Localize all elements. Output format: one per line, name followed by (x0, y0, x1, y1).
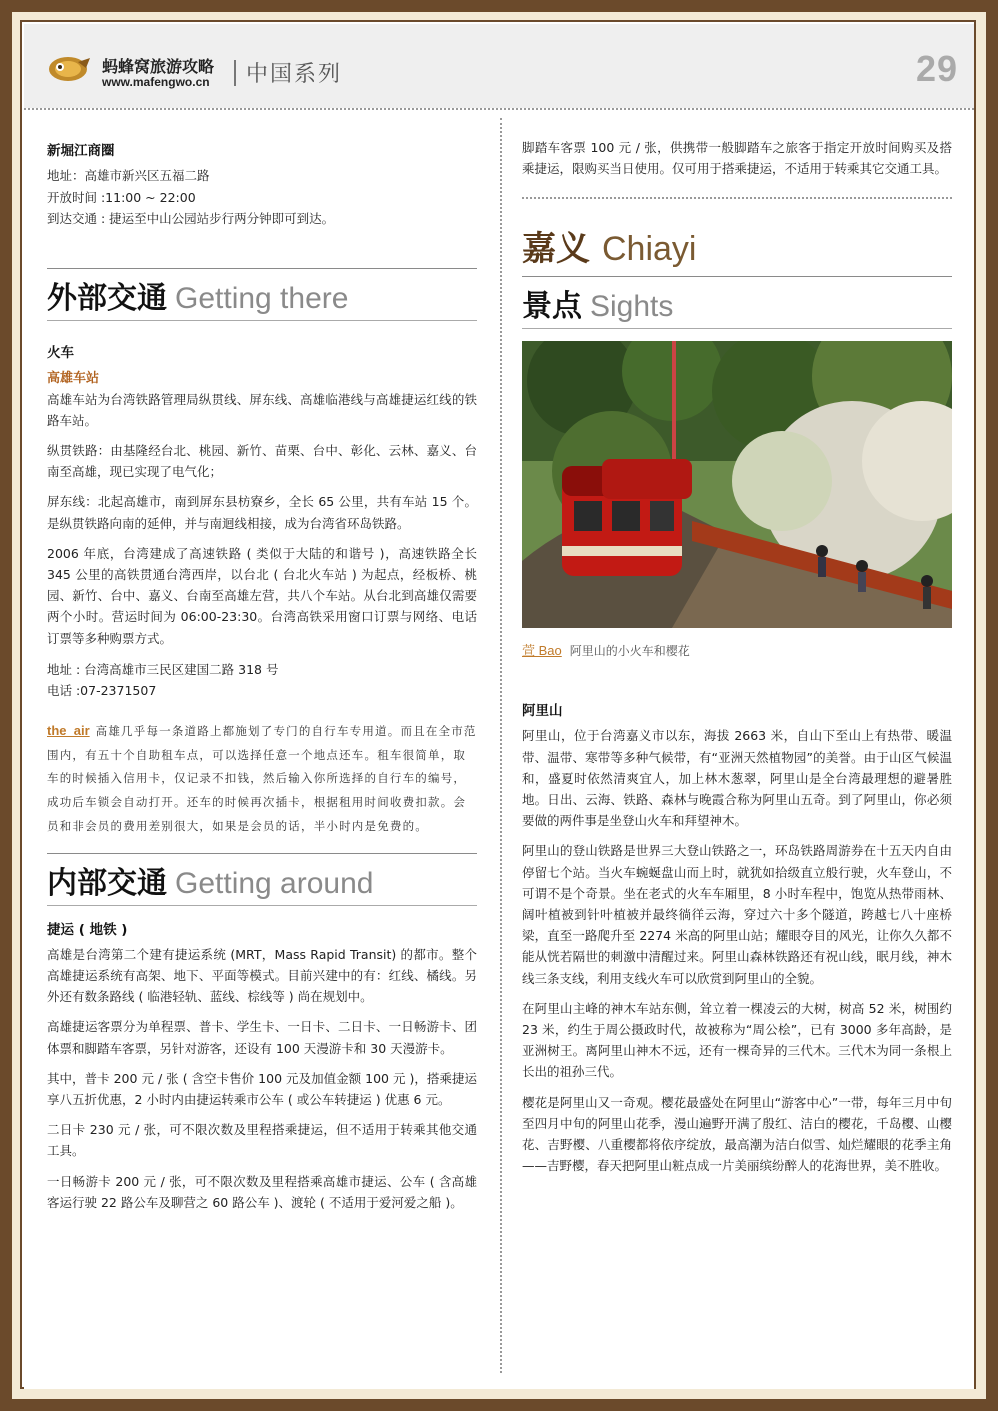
station-address: 地址 : 台湾高雄市三民区建国二路 318 号 (47, 661, 279, 677)
mafengwo-logo-icon (48, 54, 92, 82)
getting-around-title-cn: 内部交通 (47, 865, 167, 901)
getting-around-heading (47, 858, 477, 902)
magazine-page (24, 24, 974, 1389)
section-rule (47, 853, 477, 854)
shop-hours: 开放时间 :11:00 ~ 22:00 (47, 189, 196, 205)
paragraph: 樱花是阿里山又一奇观。樱花最盛处在阿里山“游客中心”一带，每年三月中旬至四月中旬的阿里山花季，漫山遍野开满了殷红、洁白的樱花，千岛樱、山樱花、吉野樱、八重樱都将依序绽放，最高潮为洁白似雪、灿烂耀眼的花季主角——吉野樱，春天把阿里山粧点成一片美丽缤纷醉人的花海世界，美不胜收。 (522, 1094, 952, 1174)
paragraph: 一日畅游卡 200 元 / 张，可不限次数及里程搭乘高雄市捷运、公车 ( 含高雄客运行驶 22 路公车及聊营之 60 路公车 )、渡轮 ( 不适用于爱河爱之船 )。 (47, 1173, 477, 1210)
brand-url: www.mafengwo.cn (102, 75, 210, 89)
header-separator (234, 60, 236, 86)
alishan-train-photo (522, 341, 952, 628)
brand-name: 蚂蜂窝旅游攻略 (102, 57, 215, 76)
paragraph: 屏东线：北起高雄市，南到屏东县枋寮乡，全长 65 公里，共有车站 15 个。是纵贯铁路向南的延伸，并与南迴线相接，成为台湾省环岛铁路。 (47, 494, 477, 531)
series-title: 中国系列 (246, 62, 343, 87)
page-number: 29 (915, 48, 958, 89)
mrt-subhead: 捷运 ( 地铁 ) (47, 921, 128, 938)
shop-transport: 到达交通 : 捷运至中山公园站步行两分钟即可到达。 (47, 211, 335, 226)
city-heading (522, 221, 952, 270)
shop-address: 地址：高雄市新兴区五福二路 (47, 168, 210, 183)
paragraph: 高雄车站为台湾铁路管理局纵贯线、屏东线、高雄临港线与高雄捷运红线的铁路车站。 (47, 391, 477, 428)
page-header (24, 24, 974, 108)
paragraph: 二日卡 230 元 / 张，可不限次数及里程搭乘捷运，但不适用于转乘其他交通工具。 (47, 1122, 477, 1159)
sights-title-en: Sights (590, 290, 674, 324)
paragraph: 阿里山，位于台湾嘉义市以东，海拔 2663 米，自山下至山上有热带、暖温带、温带、寒带等多种气候带，有“亚洲天然植物园”的美誉。由于山区气候温和，盛夏时依然清爽宜人，加上林木葱翠，阿里山是全台湾最理想的避暑胜地。日出、云海、铁路、森林与晚霞合称为阿里山五奇。到了阿里山，你必须要做的两件事是坐登山火车和拜望神木。 (522, 728, 952, 829)
alishan-title: 阿里山 (522, 703, 563, 720)
section-divider (522, 197, 952, 199)
getting-there-title-en: Getting there (175, 281, 349, 315)
getting-there-heading (47, 273, 477, 317)
paragraph: 纵贯铁路：由基隆经台北、桃园、新竹、苗栗、台中、彰化、云林、嘉义、台南至高雄，现已实现了电气化； (47, 442, 477, 480)
paragraph: 高雄是台湾第二个建有捷运系统 (MRT，Mass Rapid Transit) 的都市。整个高雄捷运系统有高架、地下、平面等模式。目前兴建中的有：红线、橘线。另外还有数条路线 ( 临港轻轨、蓝线、棕线等 ) 尚在规划中。 (47, 946, 477, 1005)
column-divider (500, 118, 502, 1373)
city-title-cn: 嘉义 (522, 229, 590, 270)
note-author-link[interactable]: the_air (47, 722, 90, 738)
paragraph: 2006 年底，台湾建成了高速铁路 ( 类似于大陆的和谐号 )，高速铁路全长 345 公里的高铁贯通台湾西岸，以台北 ( 台北火车站 ) 为起点，经板桥、桃园、新竹、台中、嘉义、台南至高雄左营，共八个车站。从台北到高雄仅需要两个小时。营运时间为 06:00-23:30。台湾高铁采用窗口订票与网络、电话订票等多种购票方式。 (47, 545, 477, 646)
right-column (522, 137, 952, 1185)
section-rule (522, 328, 952, 329)
train-subhead: 火车 (47, 344, 74, 361)
getting-around-title-en: Getting around (175, 866, 374, 900)
section-rule (522, 276, 952, 277)
left-column (47, 139, 477, 1222)
paragraph: 其中，普卡 200 元 / 张 ( 含空卡售价 100 元及加值金额 100 元 )，搭乘捷运享八五折优惠，2 小时内由捷运转乘市公车 ( 或公车转捷运 ) 优惠 6 元。 (47, 1070, 477, 1107)
caption-author-link[interactable]: 萱 Bao (522, 643, 562, 659)
paragraph: 高雄捷运客票分为单程票、普卡、学生卡、一日卡、二日卡、一日畅游卡、团体票和脚踏车客票，另针对游客，还设有 100 天漫游卡和 30 天漫游卡。 (47, 1019, 477, 1056)
section-rule (47, 268, 477, 269)
traveler-note (47, 720, 477, 839)
getting-there-title-cn: 外部交通 (47, 280, 167, 316)
header-divider (24, 108, 974, 110)
paragraph: 阿里山的登山铁路是世界三大登山铁路之一，环岛铁路周游券在十五天内自由停留七个站。当火车蜿蜒盘山而上时，就犹如拾级直立般行驶，火车登山，不可谓不是个奇景。坐在老式的火车车厢里，8 小时车程中，饱览从热带雨林、阔叶植被到针叶植被并最终徜徉云海，穿过六十多个隧道，跨越七八十座桥梁，直至一路爬升至 2274 米高的阿里山站；耀眼夺目的风光，让你久久都不能从恍若隔世的刺激中清醒过来。阿里山森林铁路还有祝山线，眠月线，神木线三条支线，利用支线火车可以欣赏到阿里山的全貌。 (522, 843, 952, 986)
city-title-en: Chiayi (602, 230, 697, 269)
paragraph: 脚踏车客票 100 元 / 张，供携带一般脚踏车之旅客于指定开放时间购买及搭乘捷运，限购买当日使用。仅可用于搭乘捷运，不适用于转乘其它交通工具。 (522, 140, 952, 177)
photo-caption (522, 640, 952, 659)
shop-title: 新堀江商圈 (47, 143, 115, 159)
station-phone: 电话 :07-2371507 (47, 683, 157, 699)
paragraph: 在阿里山主峰的神木车站东侧，耸立着一棵凌云的大树，树高 52 米，树围约 23 米，约生于周公摄政时代，故被称为“周公桧”，已有 3000 多年高龄，是亚洲树王。离阿里山神木不远，还有一棵奇异的三代木。三代木为同一条根上长出的祖孙三代。 (522, 1000, 952, 1080)
caption-text: 阿里山的小火车和樱花 (569, 644, 690, 659)
sights-heading (522, 281, 952, 325)
alishan-train-illustration (522, 341, 952, 628)
note-text: 高雄几乎每一条道路上都施划了专门的自行车专用道。而且在全市范围内，有五十个自助租车点，可以选择任意一个地点还车。租车很简单，取车的时候插入信用卡，仅记录不扣钱，然后输入你所选择的自行车的编号，成功后车锁会自动打开。还车的时候再次插卡，根据租用时间收费扣款。会员和非会员的费用差别很大，如果是会员的话，半小时内是免费的。 (47, 723, 477, 833)
station-name: 高雄车站 (47, 370, 100, 386)
sights-title-cn: 景点 (522, 289, 582, 325)
